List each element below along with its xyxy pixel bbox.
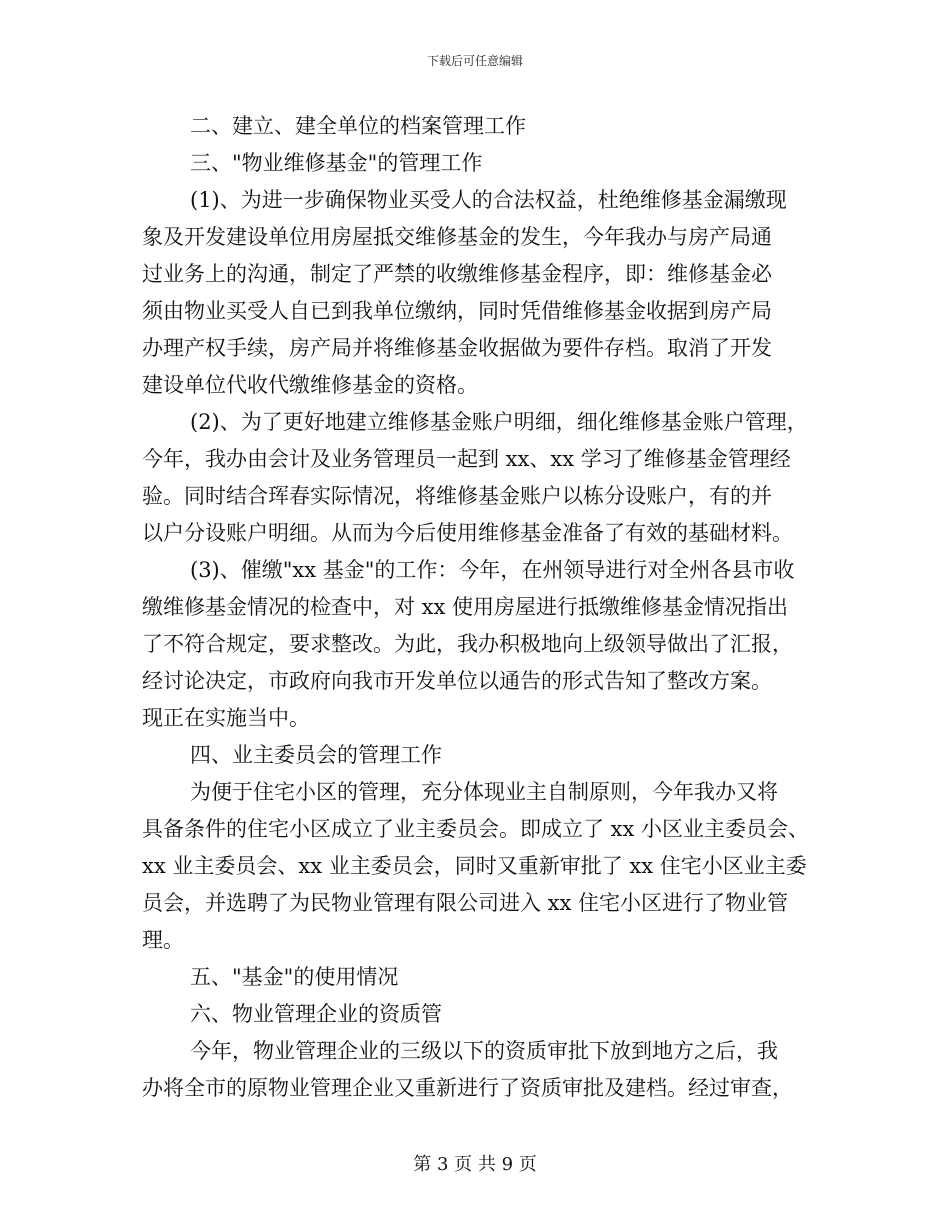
paragraph-line: 六、物业管理企业的资质管	[190, 1002, 442, 1026]
paragraph-line: 今年，我办由会计及业务管理员一起到 xx、xx 学习了维修基金管理经	[142, 447, 791, 471]
page-number: 第 3 页 共 9 页	[413, 1154, 537, 1175]
paragraph-line: (2)、为了更好地建立维修基金账户明细，细化维修基金账户管理，	[190, 410, 808, 434]
paragraph-line: 了不符合规定，要求整改。为此，我办积极地向上级领导做出了汇报，	[142, 632, 793, 656]
paragraph-line: 现正在实施当中。	[142, 706, 310, 730]
document-body	[142, 108, 822, 1107]
paragraph-line: 具备条件的住宅小区成立了业主委员会。即成立了 xx 小区业主委员会、	[142, 817, 810, 841]
paragraph-line: 办理产权手续，房产局并将维修基金收据做为要件存档。取消了开发	[142, 336, 772, 360]
paragraph-line: 过业务上的沟通，制定了严禁的收缴维修基金程序，即：维修基金必	[142, 262, 772, 286]
paragraph-line: 建设单位代收代缴维修基金的资格。	[142, 373, 478, 397]
page-header: 下载后可任意编辑	[426, 54, 523, 68]
paragraph-line: 以户分设账户明细。从而为今后使用维修基金准备了有效的基础材料。	[142, 521, 793, 545]
paragraph-line: (1)、为进一步确保物业买受人的合法权益，杜绝维修基金漏缴现	[190, 188, 787, 212]
paragraph-line: 理。	[142, 928, 184, 952]
paragraph-line: 经讨论决定，市政府向我市开发单位以通告的形式告知了整改方案。	[142, 669, 772, 693]
paragraph-line: 三、"物业维修基金"的管理工作	[190, 151, 483, 175]
paragraph-line: 为便于住宅小区的管理，充分体现业主自制原则，今年我办又将	[190, 780, 778, 804]
paragraph-line: 员会，并选聘了为民物业管理有限公司进入 xx 住宅小区进行了物业管	[142, 891, 789, 915]
paragraph-line: (3)、催缴"xx 基金"的工作：今年，在州领导进行对全州各县市收	[190, 558, 795, 582]
paragraph-line: 象及开发建设单位用房屋抵交维修基金的发生，今年我办与房产局通	[142, 225, 772, 249]
paragraph-line: 二、建立、建全单位的档案管理工作	[190, 114, 526, 138]
paragraph-line: 今年，物业管理企业的三级以下的资质审批下放到地方之后，我	[190, 1039, 778, 1063]
paragraph-line: 验。同时结合珲春实际情况，将维修基金账户以栋分设账户，有的并	[142, 484, 772, 508]
paragraph-line: 须由物业买受人自已到我单位缴纳，同时凭借维修基金收据到房产局	[142, 299, 772, 323]
paragraph-line: 缴维修基金情况的检查中，对 xx 使用房屋进行抵缴维修基金情况指出	[142, 595, 789, 619]
paragraph-line: xx 业主委员会、xx 业主委员会，同时又重新审批了 xx 住宅小区业主委	[142, 854, 807, 878]
paragraph-line: 四、业主委员会的管理工作	[190, 743, 442, 767]
paragraph-line: 办将全市的原物业管理企业又重新进行了资质审批及建档。经过审查，	[142, 1076, 793, 1100]
paragraph-line: 五、"基金"的使用情况	[190, 965, 399, 989]
